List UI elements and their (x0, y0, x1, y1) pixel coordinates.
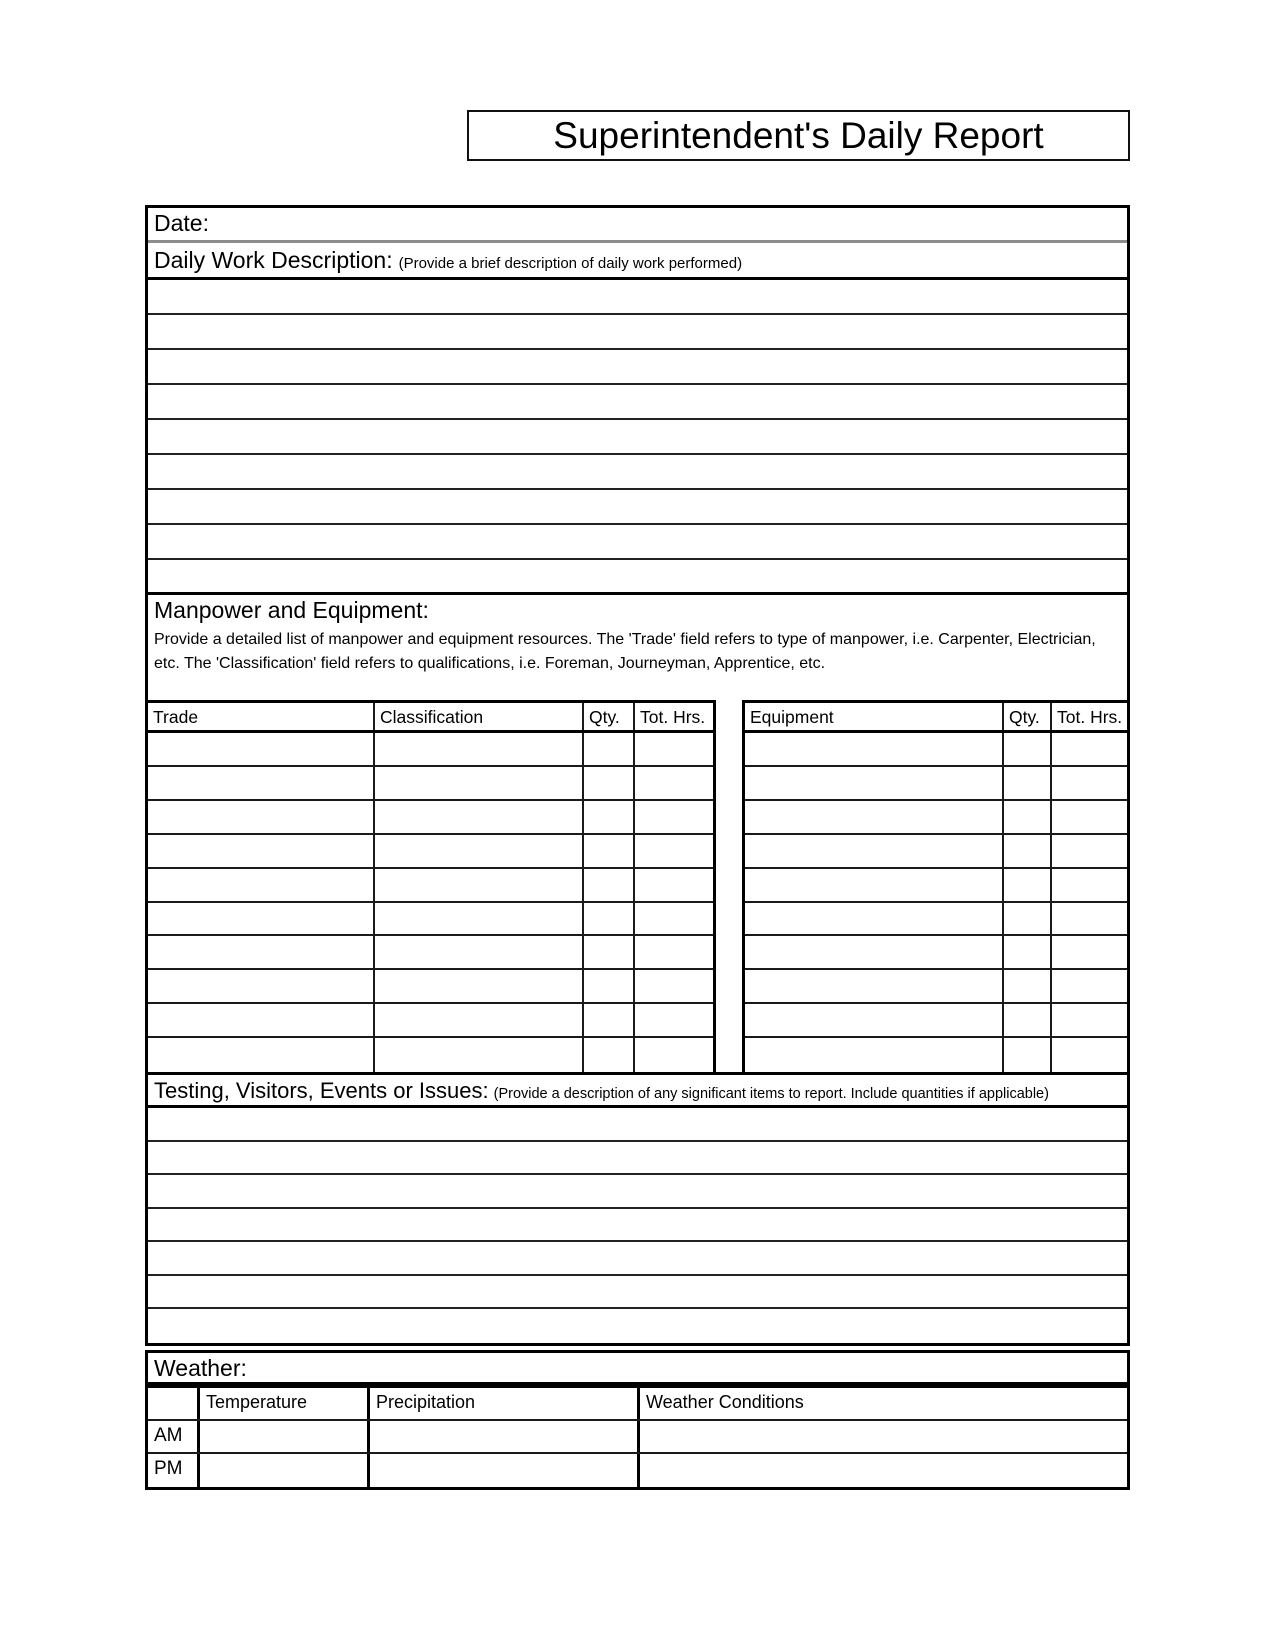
blank-write-line[interactable] (148, 280, 1127, 315)
qty-cell[interactable] (1004, 801, 1052, 833)
trade-cell[interactable] (148, 733, 375, 765)
table-row (148, 970, 713, 1004)
tot-hrs-cell[interactable] (1052, 970, 1127, 1002)
weather-table-header-row (148, 1388, 1127, 1421)
tot-hrs-cell[interactable] (1052, 733, 1127, 765)
equipment-cell[interactable] (745, 936, 1004, 968)
tot-hrs-cell[interactable] (1052, 767, 1127, 799)
tot-hrs-cell[interactable] (1052, 835, 1127, 867)
table-row (745, 767, 1127, 801)
equipment-cell[interactable] (745, 869, 1004, 901)
trade-cell[interactable] (148, 801, 375, 833)
testing-label: Testing, Visitors, Events or Issues: (154, 1078, 489, 1103)
pm-weather-conditions-cell[interactable] (640, 1454, 1127, 1487)
qty-cell[interactable] (1004, 767, 1052, 799)
trade-cell[interactable] (148, 767, 375, 799)
blank-write-line[interactable] (148, 350, 1127, 385)
table-row (148, 733, 713, 767)
qty-cell[interactable] (584, 1004, 635, 1036)
blank-write-line[interactable] (148, 525, 1127, 560)
column-header-temperature: Temperature (200, 1388, 370, 1419)
equipment-table (742, 700, 1130, 1072)
report-title: Superintendent's Daily Report (553, 114, 1044, 156)
qty-cell[interactable] (1004, 835, 1052, 867)
equipment-cell[interactable] (745, 970, 1004, 1002)
qty-cell[interactable] (1004, 903, 1052, 935)
qty-cell[interactable] (584, 970, 635, 1002)
tot-hrs-cell[interactable] (1052, 903, 1127, 935)
weather-pm-row (148, 1454, 1127, 1487)
equipment-table-body (745, 733, 1127, 1072)
qty-cell[interactable] (584, 869, 635, 901)
qty-cell[interactable] (584, 903, 635, 935)
equipment-table-header-row (745, 703, 1127, 733)
qty-cell[interactable] (584, 801, 635, 833)
blank-write-line[interactable] (148, 1142, 1127, 1176)
qty-cell[interactable] (584, 1038, 635, 1072)
qty-cell[interactable] (1004, 936, 1052, 968)
pm-temperature-cell[interactable] (200, 1454, 370, 1487)
qty-cell[interactable] (1004, 869, 1052, 901)
table-row (745, 1004, 1127, 1038)
equipment-cell[interactable] (745, 733, 1004, 765)
am-temperature-cell[interactable] (200, 1421, 370, 1452)
column-header-weather-conditions: Weather Conditions (646, 1392, 804, 1412)
table-row (745, 801, 1127, 835)
blank-write-line[interactable] (148, 455, 1127, 490)
tot-hrs-cell[interactable] (1052, 1004, 1127, 1036)
column-header-tot-hrs: Tot. Hrs. (640, 707, 706, 727)
manpower-section (145, 595, 1130, 700)
classification-cell[interactable] (375, 869, 584, 901)
table-row (148, 936, 713, 970)
date-field-row[interactable] (148, 208, 1127, 243)
tot-hrs-cell[interactable] (635, 767, 713, 799)
equipment-cell[interactable] (745, 835, 1004, 867)
table-row (148, 903, 713, 937)
qty-cell[interactable] (584, 835, 635, 867)
manpower-table (145, 700, 716, 1072)
pm-row-label: PM (148, 1454, 200, 1487)
weather-label: Weather: (154, 1355, 247, 1381)
classification-cell[interactable] (375, 801, 584, 833)
blank-write-line[interactable] (148, 315, 1127, 350)
testing-header-row (148, 1075, 1127, 1108)
weather-table (145, 1385, 1130, 1490)
daily-work-hint: (Provide a brief description of daily work performed) (398, 255, 743, 272)
column-header-qty: Qty. (584, 703, 635, 730)
table-row (745, 1038, 1127, 1072)
tot-hrs-cell[interactable] (635, 970, 713, 1002)
column-header-trade: Trade (148, 703, 375, 730)
equipment-cell[interactable] (745, 767, 1004, 799)
equipment-cell[interactable] (745, 1004, 1004, 1036)
blank-write-line[interactable] (148, 1175, 1127, 1209)
tot-hrs-cell[interactable] (635, 1004, 713, 1036)
equipment-cell[interactable] (745, 903, 1004, 935)
classification-cell[interactable] (375, 1004, 584, 1036)
testing-section (145, 1072, 1130, 1346)
am-precipitation-cell[interactable] (370, 1421, 640, 1452)
am-weather-conditions-cell[interactable] (640, 1421, 1127, 1452)
date-label: Date: (154, 210, 209, 236)
column-header-equipment: Equipment (745, 703, 1004, 730)
manpower-description: Provide a detailed list of manpower and equipment resources. The 'Trade' field refers to type of manpower, i.e. Carpenter, Electrician, etc. The 'Classification' field refers to qualifications, i.e. Foreman, Journeyman, Apprentice, etc. (154, 631, 1096, 672)
trade-cell[interactable] (148, 970, 375, 1002)
testing-hint: (Provide a description of any significant items to report. Include quantities if applicable) (493, 1086, 1049, 1102)
trade-cell[interactable] (148, 936, 375, 968)
report-title-box (467, 110, 1130, 161)
qty-cell[interactable] (1004, 1038, 1052, 1072)
manpower-table-body (148, 733, 713, 1072)
tot-hrs-cell[interactable] (1052, 801, 1127, 833)
manpower-table-header-row (148, 703, 713, 733)
blank-write-line[interactable] (148, 1209, 1127, 1243)
table-row (148, 801, 713, 835)
column-header-qty: Qty. (1004, 703, 1052, 730)
tables-section (145, 700, 1130, 1072)
blank-write-line[interactable] (148, 1276, 1127, 1310)
tot-hrs-cell[interactable] (635, 936, 713, 968)
qty-cell[interactable] (584, 733, 635, 765)
tot-hrs-cell[interactable] (1052, 1038, 1127, 1072)
trade-cell[interactable] (148, 1004, 375, 1036)
tot-hrs-cell[interactable] (635, 733, 713, 765)
daily-work-label: Daily Work Description: (154, 247, 393, 273)
blank-write-line[interactable] (148, 1309, 1127, 1343)
table-row (148, 869, 713, 903)
weather-header-row (145, 1350, 1130, 1385)
qty-cell[interactable] (1004, 1004, 1052, 1036)
tot-hrs-cell[interactable] (635, 869, 713, 901)
column-header-classification: Classification (375, 703, 584, 730)
tot-hrs-cell[interactable] (1052, 936, 1127, 968)
blank-write-line[interactable] (148, 560, 1127, 595)
equipment-cell[interactable] (745, 1038, 1004, 1072)
blank-write-line[interactable] (148, 1108, 1127, 1142)
daily-work-blank-lines (148, 280, 1127, 595)
blank-write-line[interactable] (148, 490, 1127, 525)
tot-hrs-cell[interactable] (1052, 869, 1127, 901)
top-section (145, 205, 1130, 595)
table-row (745, 835, 1127, 869)
qty-cell[interactable] (1004, 733, 1052, 765)
qty-cell[interactable] (1004, 970, 1052, 1002)
blank-write-line[interactable] (148, 385, 1127, 420)
table-row (148, 1004, 713, 1038)
tot-hrs-cell[interactable] (635, 801, 713, 833)
testing-blank-lines (148, 1108, 1127, 1343)
equipment-cell[interactable] (745, 801, 1004, 833)
tot-hrs-cell[interactable] (635, 835, 713, 867)
classification-cell[interactable] (375, 835, 584, 867)
qty-cell[interactable] (584, 936, 635, 968)
daily-work-header-row (148, 243, 1127, 280)
tot-hrs-cell[interactable] (635, 1038, 713, 1072)
am-row-label: AM (148, 1421, 200, 1452)
classification-cell[interactable] (375, 733, 584, 765)
table-row (745, 936, 1127, 970)
classification-cell[interactable] (375, 767, 584, 799)
pm-precipitation-cell[interactable] (370, 1454, 640, 1487)
trade-cell[interactable] (148, 1038, 375, 1072)
trade-cell[interactable] (148, 869, 375, 901)
blank-write-line[interactable] (148, 1242, 1127, 1276)
qty-cell[interactable] (584, 767, 635, 799)
table-row (745, 869, 1127, 903)
table-row (745, 970, 1127, 1004)
classification-cell[interactable] (375, 936, 584, 968)
manpower-label: Manpower and Equipment: (154, 597, 429, 623)
classification-cell[interactable] (375, 970, 584, 1002)
table-row (148, 1038, 713, 1072)
blank-write-line[interactable] (148, 420, 1127, 455)
table-row (148, 767, 713, 801)
column-header-precipitation: Precipitation (370, 1388, 640, 1419)
trade-cell[interactable] (148, 903, 375, 935)
tot-hrs-cell[interactable] (635, 903, 713, 935)
column-header-tot-hrs: Tot. Hrs. (1057, 707, 1123, 727)
table-row (745, 733, 1127, 767)
trade-cell[interactable] (148, 835, 375, 867)
classification-cell[interactable] (375, 1038, 584, 1072)
weather-am-row (148, 1421, 1127, 1454)
weather-corner-cell (148, 1388, 200, 1419)
table-row (148, 835, 713, 869)
table-row (745, 903, 1127, 937)
classification-cell[interactable] (375, 903, 584, 935)
